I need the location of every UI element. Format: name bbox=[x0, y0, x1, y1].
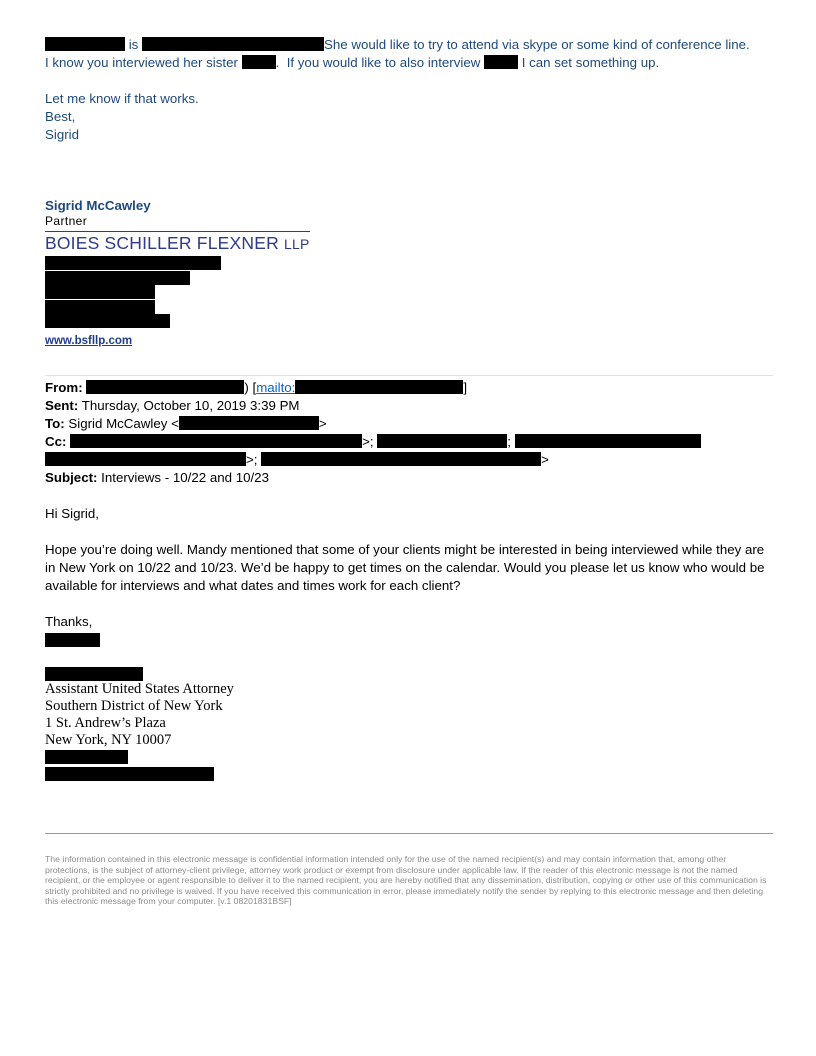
sender-office: Southern District of New York bbox=[45, 698, 223, 714]
reply-line1-rest: She would like to try to attend via skype or some kind of conference line. bbox=[324, 37, 750, 52]
mailto-prefix-wrap: [mailto: bbox=[252, 380, 296, 395]
redaction-block bbox=[70, 434, 362, 448]
header-divider bbox=[45, 375, 773, 376]
reply-line-2: I know you interviewed her sister . If you would like to also interview I can set something up. bbox=[45, 55, 660, 70]
message-body: Hope you’re doing well. Mandy mentioned that some of your clients might be interested in being interviewed while they are in New York on 10/22 and 10/23. We’d be happy to get times on the calendar. Would you please let us know who would be available for interviews and what dates and times work for each client? bbox=[45, 542, 765, 593]
redaction-block bbox=[295, 380, 463, 394]
email-document bbox=[45, 36, 773, 907]
to-label: To: bbox=[45, 416, 65, 431]
header-sent bbox=[45, 397, 773, 415]
redaction-block bbox=[45, 285, 155, 299]
cc-label: Cc: bbox=[45, 434, 67, 449]
redaction-block bbox=[45, 767, 214, 781]
sent-value: Thursday, October 10, 2019 3:39 PM bbox=[81, 398, 300, 413]
sender-signature bbox=[45, 667, 773, 781]
redaction-block bbox=[515, 434, 701, 448]
firm-name-text: BOIES SCHILLER FLEXNER bbox=[45, 233, 279, 253]
from-label: From: bbox=[45, 380, 83, 395]
redaction-block bbox=[242, 55, 276, 69]
sender-street: 1 St. Andrew’s Plaza bbox=[45, 715, 166, 731]
redaction-block bbox=[45, 314, 170, 328]
footer-divider bbox=[45, 833, 773, 834]
reply-body bbox=[45, 36, 773, 144]
subject-value: Interviews - 10/22 and 10/23 bbox=[101, 470, 269, 485]
confidentiality-disclaimer: The information contained in this electronic message is confidential information intended only for the use of the named recipient(s) and may contain information that, among other protections, is the subject of attorney-client privilege, attorney work product or exempt from disclosure under applicable law. If the reader of this electronic message is not the named recipient, or the employee or agent responsible to deliver it to the named recipient, you are hereby notified that any dissemination, distribution, copying or other use of this communication is strictly prohibited and no privilege is waived. If you have received this communication in error, please immediately notify the sender by replying to this electronic message and then deleting this electronic message from your computer. [v.1 08201831BSF] bbox=[45, 854, 767, 907]
redaction-block bbox=[45, 256, 221, 270]
redaction-block bbox=[45, 37, 125, 51]
greeting: Hi Sigrid, bbox=[45, 506, 99, 521]
header-from: From: ) [mailto: ] bbox=[45, 380, 468, 395]
message-closing: Thanks, bbox=[45, 614, 93, 629]
redaction-block bbox=[377, 434, 507, 448]
redaction-block bbox=[484, 55, 518, 69]
reply-line-1 bbox=[45, 36, 773, 54]
redaction-block bbox=[142, 37, 324, 51]
redaction-block bbox=[45, 452, 246, 466]
reply-is: is bbox=[128, 37, 139, 52]
signature-title: Partner bbox=[45, 214, 88, 228]
sender-city: New York, NY 10007 bbox=[45, 732, 172, 748]
to-value: Sigrid McCawley < bbox=[68, 416, 179, 431]
header-cc-cont: >; > bbox=[45, 451, 773, 469]
reply-line2-b: If you would like to also interview bbox=[286, 55, 481, 70]
header-to: To: Sigrid McCawley < > bbox=[45, 416, 327, 431]
redaction-block bbox=[179, 416, 319, 430]
original-message bbox=[45, 505, 773, 647]
firm-suffix: LLP bbox=[283, 236, 310, 252]
signature-name: Sigrid McCawley bbox=[45, 198, 151, 213]
redaction-block bbox=[45, 667, 143, 681]
signature-divider bbox=[45, 231, 310, 232]
header-subject bbox=[45, 469, 773, 487]
redaction-block bbox=[45, 633, 100, 647]
subject-label: Subject: bbox=[45, 470, 98, 485]
header-cc: Cc: >; ; bbox=[45, 433, 773, 451]
reply-signoff: Sigrid bbox=[45, 127, 79, 142]
sent-label: Sent: bbox=[45, 398, 79, 413]
forward-header bbox=[45, 379, 773, 487]
reply-line-3: Let me know if that works. bbox=[45, 91, 199, 106]
redaction-block bbox=[45, 271, 190, 285]
sender-title: Assistant United States Attorney bbox=[45, 681, 234, 697]
mailto-link[interactable]: mailto: bbox=[256, 380, 296, 395]
reply-closing: Best, bbox=[45, 109, 76, 124]
firm-name bbox=[45, 233, 773, 254]
redaction-block bbox=[45, 750, 128, 764]
redaction-block bbox=[86, 380, 244, 394]
firm-website-link[interactable]: www.bsfllp.com bbox=[45, 335, 133, 347]
redaction-block bbox=[261, 452, 541, 466]
reply-line2-a: I know you interviewed her sister bbox=[45, 55, 238, 70]
signature-contact-redactions bbox=[45, 256, 773, 328]
reply-line2-c: I can set something up. bbox=[521, 55, 660, 70]
redaction-block bbox=[45, 300, 155, 314]
